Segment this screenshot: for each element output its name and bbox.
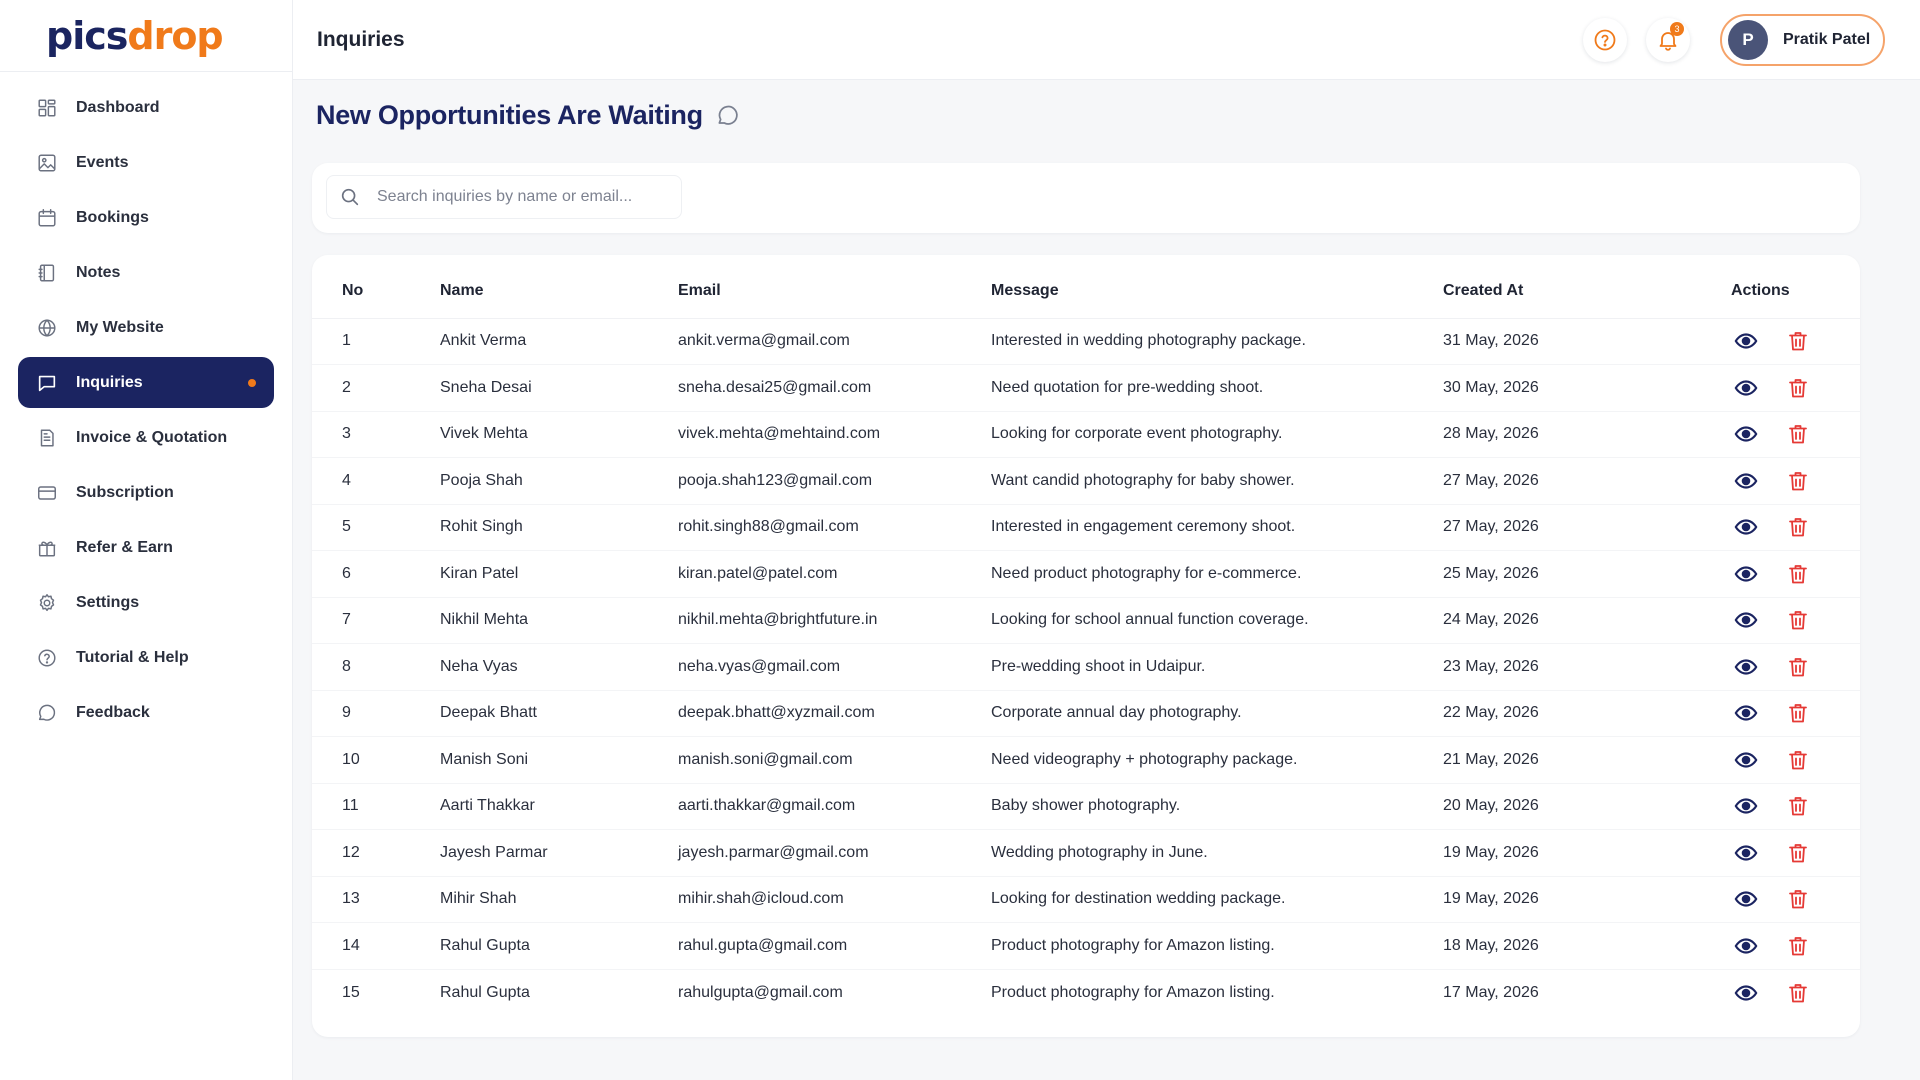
help-icon <box>36 647 58 669</box>
trash-icon <box>1786 934 1810 958</box>
sidebar-item-label: Subscription <box>76 483 174 501</box>
cell-no: 4 <box>312 458 440 505</box>
cell-created-at: 30 May, 2026 <box>1443 365 1731 412</box>
cell-no: 9 <box>312 690 440 737</box>
cell-name: Deepak Bhatt <box>440 690 678 737</box>
feedback-icon <box>36 702 58 724</box>
cell-email: jayesh.parmar@gmail.com <box>678 830 991 877</box>
trash-icon <box>1786 422 1810 446</box>
help-button[interactable] <box>1583 18 1627 62</box>
sidebar-item-tutorial-help[interactable] <box>18 632 274 683</box>
notification-count-badge: 3 <box>1670 22 1684 36</box>
cell-message: Pre-wedding shoot in Udaipur. <box>991 644 1443 691</box>
cell-message: Interested in engagement ceremony shoot. <box>991 504 1443 551</box>
cell-actions <box>1731 597 1860 644</box>
view-button[interactable] <box>1733 654 1759 680</box>
cell-no: 8 <box>312 644 440 691</box>
trash-icon <box>1786 887 1810 911</box>
cell-actions <box>1731 737 1860 784</box>
trash-icon <box>1786 562 1810 586</box>
sidebar-item-label: Bookings <box>76 208 149 226</box>
table-row <box>312 690 1860 737</box>
sidebar-item-subscription[interactable] <box>18 467 274 518</box>
cell-message: Wedding photography in June. <box>991 830 1443 877</box>
cell-email: manish.soni@gmail.com <box>678 737 991 784</box>
trash-icon <box>1786 794 1810 818</box>
cell-name: Vivek Mehta <box>440 411 678 458</box>
delete-button[interactable] <box>1785 980 1811 1006</box>
view-button[interactable] <box>1733 840 1759 866</box>
cell-email: deepak.bhatt@xyzmail.com <box>678 690 991 737</box>
globe-icon <box>36 317 58 339</box>
cell-message: Looking for destination wedding package. <box>991 876 1443 923</box>
sidebar-item-refer-earn[interactable] <box>18 522 274 573</box>
view-button[interactable] <box>1733 561 1759 587</box>
cell-name: Sneha Desai <box>440 365 678 412</box>
cell-message: Looking for school annual function coverage. <box>991 597 1443 644</box>
inquiries-table-card <box>312 255 1860 1037</box>
cell-actions <box>1731 318 1860 365</box>
cell-email: vivek.mehta@mehtaind.com <box>678 411 991 458</box>
app-logo[interactable] <box>0 0 292 72</box>
cell-no: 12 <box>312 830 440 877</box>
cell-name: Pooja Shah <box>440 458 678 505</box>
cell-no: 1 <box>312 318 440 365</box>
sidebar-item-inquiries[interactable] <box>18 357 274 408</box>
image-icon <box>36 152 58 174</box>
cell-email: rohit.singh88@gmail.com <box>678 504 991 551</box>
cell-actions <box>1731 644 1860 691</box>
trash-icon <box>1786 376 1810 400</box>
view-button[interactable] <box>1733 468 1759 494</box>
cell-name: Neha Vyas <box>440 644 678 691</box>
cell-created-at: 22 May, 2026 <box>1443 690 1731 737</box>
sidebar-item-label: My Website <box>76 318 164 336</box>
search-input[interactable] <box>377 188 657 206</box>
cell-name: Jayesh Parmar <box>440 830 678 877</box>
delete-button[interactable] <box>1785 375 1811 401</box>
cell-email: rahul.gupta@gmail.com <box>678 923 991 970</box>
table-row <box>312 783 1860 830</box>
cell-no: 15 <box>342 983 360 1001</box>
sidebar-item-label: Inquiries <box>76 373 143 391</box>
table-row <box>312 365 1860 412</box>
column-header-created-at: Created At <box>1443 255 1731 318</box>
cell-message: Need quotation for pre-wedding shoot. <box>991 365 1443 412</box>
cell-name: Rahul Gupta <box>440 983 530 1001</box>
cell-email: rahulgupta@gmail.com <box>678 983 843 1001</box>
cell-actions <box>1731 411 1860 458</box>
column-header-email: Email <box>678 255 991 318</box>
trash-icon <box>1786 981 1810 1005</box>
sidebar-item-settings[interactable] <box>18 577 274 628</box>
search-card <box>312 163 1860 233</box>
column-header-no: No <box>312 255 440 318</box>
cell-created-at: 20 May, 2026 <box>1443 783 1731 830</box>
cell-created-at: 19 May, 2026 <box>1443 876 1731 923</box>
table-row <box>312 504 1860 551</box>
search-box[interactable] <box>326 175 682 219</box>
table-row <box>312 830 1860 877</box>
cell-created-at: 28 May, 2026 <box>1443 411 1731 458</box>
cell-name: Ankit Verma <box>440 318 678 365</box>
cell-email: neha.vyas@gmail.com <box>678 644 991 691</box>
sidebar <box>0 0 293 1080</box>
view-button[interactable] <box>1733 328 1759 354</box>
table-row <box>312 737 1860 784</box>
cell-name: Rohit Singh <box>440 504 678 551</box>
delete-button[interactable] <box>1785 747 1811 773</box>
help-circle-icon <box>1593 28 1617 52</box>
eye-icon <box>1734 701 1758 725</box>
sidebar-item-label: Settings <box>76 593 140 611</box>
view-button[interactable] <box>1733 375 1759 401</box>
trash-icon <box>1786 469 1810 493</box>
cell-actions <box>1731 458 1860 505</box>
cell-actions <box>1731 504 1860 551</box>
gift-icon <box>36 537 58 559</box>
cell-created-at: 31 May, 2026 <box>1443 318 1731 365</box>
notifications-button[interactable] <box>1646 18 1690 62</box>
sidebar-item-label: Feedback <box>76 703 150 721</box>
cell-message: Want candid photography for baby shower. <box>991 458 1443 505</box>
cell-email: pooja.shah123@gmail.com <box>678 458 991 505</box>
eye-icon <box>1734 794 1758 818</box>
trash-icon <box>1786 515 1810 539</box>
sidebar-item-notes[interactable] <box>18 247 274 298</box>
cell-created-at: 27 May, 2026 <box>1443 504 1731 551</box>
cell-message: Corporate annual day photography. <box>991 690 1443 737</box>
cell-created-at: 24 May, 2026 <box>1443 597 1731 644</box>
table-row <box>312 551 1860 598</box>
cell-actions <box>1731 551 1860 598</box>
eye-icon <box>1734 748 1758 772</box>
cell-no: 10 <box>312 737 440 784</box>
table-row <box>312 644 1860 691</box>
cell-actions <box>1731 783 1860 830</box>
logo-text-part2: drop <box>127 13 223 58</box>
view-button[interactable] <box>1733 980 1759 1006</box>
sidebar-item-label: Events <box>76 153 129 171</box>
cell-created-at: 19 May, 2026 <box>1443 830 1731 877</box>
eye-icon <box>1734 655 1758 679</box>
trash-icon <box>1786 748 1810 772</box>
cell-name: Mihir Shah <box>440 876 678 923</box>
cell-message: Looking for corporate event photography. <box>991 411 1443 458</box>
trash-icon <box>1786 701 1810 725</box>
delete-button[interactable] <box>1785 607 1811 633</box>
eye-icon <box>1734 376 1758 400</box>
view-button[interactable] <box>1733 514 1759 540</box>
column-header-message: Message <box>991 255 1443 318</box>
sidebar-item-events[interactable] <box>18 137 274 188</box>
delete-button[interactable] <box>1785 561 1811 587</box>
eye-icon <box>1734 515 1758 539</box>
cell-no: 7 <box>312 597 440 644</box>
cell-email: ankit.verma@gmail.com <box>678 318 991 365</box>
card-icon <box>36 482 58 504</box>
dashboard-icon <box>36 97 58 119</box>
table-row <box>312 411 1860 458</box>
eye-icon <box>1734 934 1758 958</box>
sidebar-item-label: Notes <box>76 263 121 281</box>
view-button[interactable] <box>1733 747 1759 773</box>
view-button[interactable] <box>1733 933 1759 959</box>
cell-actions <box>1731 876 1860 923</box>
page-title: New Opportunities Are Waiting <box>316 100 703 130</box>
cell-name: Kiran Patel <box>440 551 678 598</box>
sidebar-item-feedback[interactable] <box>18 687 274 738</box>
cell-no: 6 <box>312 551 440 598</box>
delete-button[interactable] <box>1785 514 1811 540</box>
sidebar-item-invoice-quotation[interactable] <box>18 412 274 463</box>
chat-bubble-icon <box>715 103 741 129</box>
table-row <box>312 318 1860 365</box>
delete-button[interactable] <box>1785 421 1811 447</box>
document-icon <box>36 427 58 449</box>
trash-icon <box>1786 655 1810 679</box>
cell-message: Baby shower photography. <box>991 783 1443 830</box>
cell-email: kiran.patel@patel.com <box>678 551 991 598</box>
gear-icon <box>36 592 58 614</box>
cell-name: Nikhil Mehta <box>440 597 678 644</box>
chat-icon <box>36 372 58 394</box>
top-header <box>293 0 1920 80</box>
cell-created-at: 23 May, 2026 <box>1443 644 1731 691</box>
eye-icon <box>1734 329 1758 353</box>
cell-actions <box>1731 365 1860 412</box>
view-button[interactable] <box>1733 700 1759 726</box>
delete-button[interactable] <box>1785 328 1811 354</box>
cell-no: 3 <box>312 411 440 458</box>
eye-icon <box>1734 469 1758 493</box>
logo-text-part1: pics <box>46 13 128 58</box>
cell-message: Interested in wedding photography package. <box>991 318 1443 365</box>
cell-message: Product photography for Amazon listing. <box>991 923 1443 970</box>
view-button[interactable] <box>1733 793 1759 819</box>
inquiries-table <box>312 255 1860 1016</box>
delete-button[interactable] <box>1785 700 1811 726</box>
sidebar-item-label: Dashboard <box>76 98 160 116</box>
calendar-icon <box>36 207 58 229</box>
trash-icon <box>1786 841 1810 865</box>
column-header-actions: Actions <box>1731 255 1860 318</box>
cell-name: Aarti Thakkar <box>440 783 678 830</box>
search-icon <box>339 186 361 208</box>
cell-message: Need product photography for e-commerce. <box>991 551 1443 598</box>
delete-button[interactable] <box>1785 933 1811 959</box>
cell-actions <box>1731 690 1860 737</box>
trash-icon <box>1786 329 1810 353</box>
table-header-row <box>312 255 1860 318</box>
cell-message: Need videography + photography package. <box>991 737 1443 784</box>
table-row <box>312 597 1860 644</box>
avatar: P <box>1728 20 1768 60</box>
sidebar-item-dashboard[interactable] <box>18 82 274 133</box>
delete-button[interactable] <box>1785 840 1811 866</box>
cell-created-at: 17 May, 2026 <box>1443 983 1539 1001</box>
sidebar-item-label: Invoice & Quotation <box>76 428 228 446</box>
eye-icon <box>1734 608 1758 632</box>
view-button[interactable] <box>1733 886 1759 912</box>
sidebar-item-label: Tutorial & Help <box>76 648 189 666</box>
trash-icon <box>1786 608 1810 632</box>
delete-button[interactable] <box>1785 468 1811 494</box>
view-button[interactable] <box>1733 421 1759 447</box>
active-indicator-dot <box>248 379 256 387</box>
notebook-icon <box>36 262 58 284</box>
eye-icon <box>1734 422 1758 446</box>
delete-button[interactable] <box>1785 886 1811 912</box>
page-heading <box>316 100 741 131</box>
table-row <box>312 458 1860 505</box>
sidebar-item-my-website[interactable] <box>18 302 274 353</box>
eye-icon <box>1734 562 1758 586</box>
table-row <box>312 923 1860 970</box>
table-row <box>312 876 1860 923</box>
delete-button[interactable] <box>1785 793 1811 819</box>
column-header-name: Name <box>440 255 678 318</box>
cell-created-at: 21 May, 2026 <box>1443 737 1731 784</box>
eye-icon <box>1734 887 1758 911</box>
cell-actions <box>1731 969 1860 1016</box>
cell-actions <box>1731 830 1860 877</box>
cell-created-at: 25 May, 2026 <box>1443 551 1731 598</box>
cell-no: 13 <box>312 876 440 923</box>
cell-message: Product photography for Amazon listing. <box>991 983 1275 1001</box>
eye-icon <box>1734 841 1758 865</box>
cell-name: Manish Soni <box>440 737 678 784</box>
cell-no: 2 <box>312 365 440 412</box>
cell-email: nikhil.mehta@brightfuture.in <box>678 597 991 644</box>
cell-actions <box>1731 923 1860 970</box>
cell-email: sneha.desai25@gmail.com <box>678 365 991 412</box>
user-menu-button[interactable] <box>1720 14 1885 66</box>
sidebar-nav <box>0 72 292 738</box>
delete-button[interactable] <box>1785 654 1811 680</box>
view-button[interactable] <box>1733 607 1759 633</box>
cell-name: Rahul Gupta <box>440 923 678 970</box>
cell-created-at: 27 May, 2026 <box>1443 458 1731 505</box>
cell-no: 14 <box>312 923 440 970</box>
cell-no: 11 <box>312 783 440 830</box>
sidebar-item-bookings[interactable] <box>18 192 274 243</box>
user-name: Pratik Patel <box>1783 31 1871 48</box>
table-row <box>312 969 1860 1016</box>
cell-email: mihir.shah@icloud.com <box>678 876 991 923</box>
eye-icon <box>1734 981 1758 1005</box>
sidebar-item-label: Refer & Earn <box>76 538 173 556</box>
cell-created-at: 18 May, 2026 <box>1443 923 1731 970</box>
cell-no: 5 <box>312 504 440 551</box>
header-title: Inquiries <box>317 28 405 51</box>
cell-email: aarti.thakkar@gmail.com <box>678 783 991 830</box>
